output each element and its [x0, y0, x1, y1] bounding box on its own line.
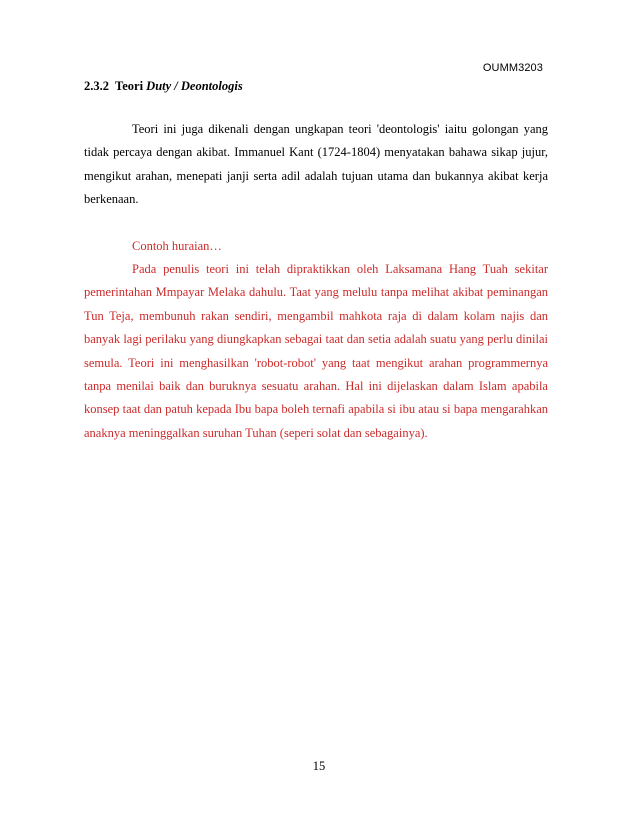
section-title-prefix: Teori	[115, 79, 144, 93]
section-number: 2.3.2	[84, 79, 109, 93]
section-title-italic: Duty / Deontologis	[146, 79, 243, 93]
course-code: OUMM3203	[482, 62, 543, 74]
example-paragraph: Pada penulis teori ini telah dipraktikkan oleh Laksamana Hang Tuah sekitar pemerintahan Mmpayar Melaka dahulu. Taat yang melulu tanpa melihat akibat peminangan Tun Teja, membunuh rakan sendiri, mengambil mahkota raja di dalam kolam najis dan banyak lagi perilaku yang diungkapkan sebagai taat dan setia adalah suatu yang perlu dinilai semula. Teori ini menghasilkan 'robot-robot' yang taat mengikut arahan programmernya tanpa menilai baik dan buruknya sesuatu arahan. Hal ini dijelaskan dalam Islam apabila konsep taat dan patuh kepada Ibu bapa boleh ternafi apabila si ibu atau si bapa mengarahkan anaknya meninggalkan suruhan Tuhan (seperi solat dan sebagainya).	[84, 262, 548, 440]
section-heading	[84, 79, 243, 94]
example-label: Contoh huraian…	[132, 238, 222, 253]
page-number: 15	[312, 759, 326, 773]
page-content	[84, 118, 548, 445]
intro-paragraph: Teori ini juga dikenali dengan ungkapan teori 'deontologis' iaitu golongan yang tidak percaya dengan akibat. Immanuel Kant (1724-1804) menyatakan bahawa sikap jujur, mengikut arahan, menepati janji serta adil adalah tujuan utama dan bukannya akibat kerja berkenaan.	[84, 122, 548, 207]
